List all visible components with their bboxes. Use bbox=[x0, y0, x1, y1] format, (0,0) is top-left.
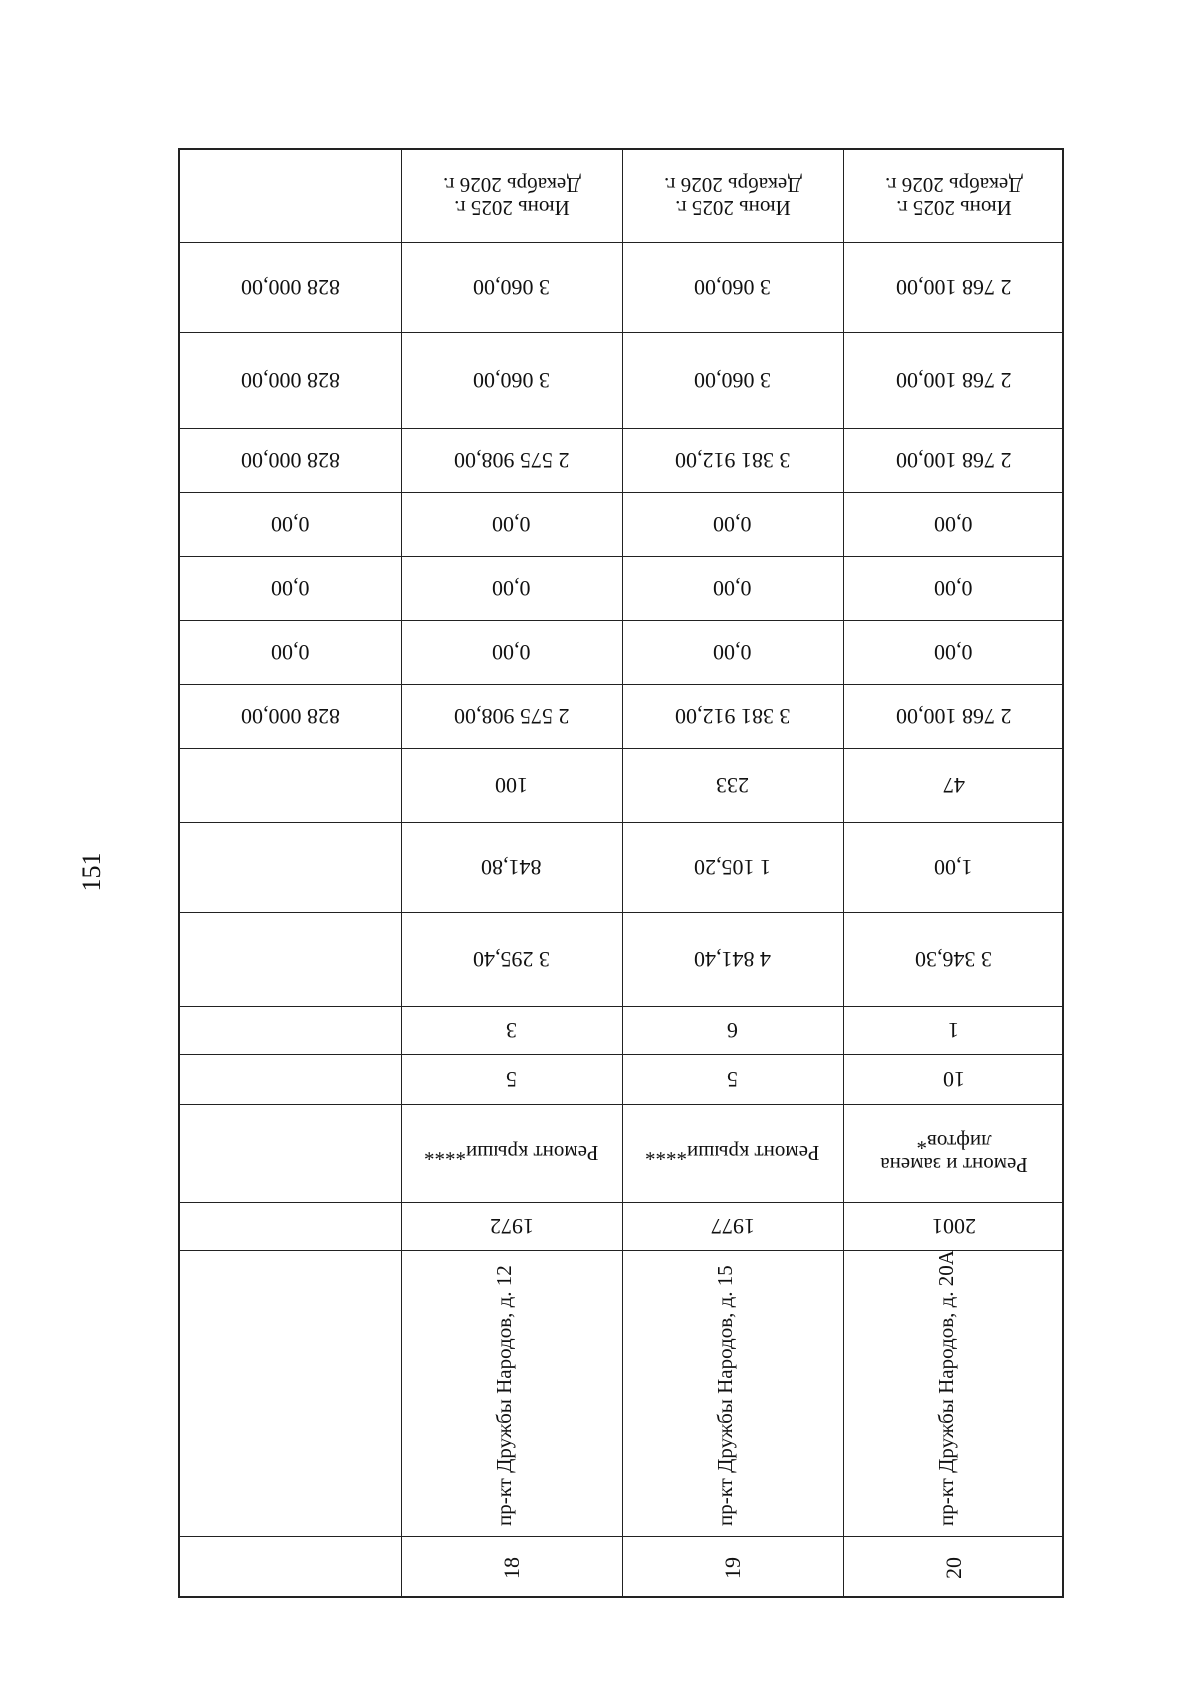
cost-d-cell bbox=[622, 684, 843, 748]
period-start: Июнь 2025 г. bbox=[674, 196, 791, 221]
total-value: 828 000,00 bbox=[241, 448, 340, 474]
area1: 3 346,30 bbox=[915, 947, 992, 973]
year-cell bbox=[622, 1202, 843, 1250]
area1-cell bbox=[843, 912, 1064, 1006]
number-cell bbox=[622, 1536, 843, 1600]
row-number: 20 bbox=[940, 1557, 966, 1579]
cost-b: 0,00 bbox=[713, 576, 752, 602]
total-cell bbox=[180, 556, 401, 620]
unit-limit: 3 060,00 bbox=[694, 275, 771, 301]
unit-cost: 3 060,00 bbox=[694, 368, 771, 394]
cost-c: 0,00 bbox=[492, 640, 531, 666]
cost-a: 0,00 bbox=[934, 512, 973, 538]
cost-d: 3 381 912,00 bbox=[674, 704, 791, 730]
floors: 5 bbox=[727, 1067, 738, 1093]
unit-cost: 3 060,00 bbox=[473, 368, 550, 394]
floors: 5 bbox=[506, 1067, 517, 1093]
cost-a: 0,00 bbox=[713, 512, 752, 538]
total-cell bbox=[180, 332, 401, 428]
work-cell bbox=[401, 1104, 622, 1202]
cost-b: 0,00 bbox=[492, 576, 531, 602]
entrances: 6 bbox=[727, 1018, 738, 1044]
floors-cell bbox=[401, 1054, 622, 1104]
number-cell bbox=[843, 1536, 1064, 1600]
address-cell bbox=[401, 1250, 622, 1536]
period bbox=[443, 173, 581, 219]
cost-b-cell bbox=[843, 556, 1064, 620]
cost-d: 2 768 100,00 bbox=[895, 704, 1012, 730]
unit-limit: 2 768 100,00 bbox=[895, 275, 1012, 301]
period-start: Июнь 2025 г. bbox=[895, 196, 1012, 221]
address: пр-кт Дружбы Народов, д. 15 bbox=[713, 1265, 737, 1526]
cost-total: 2 768 100,00 bbox=[895, 448, 1012, 474]
cost-d: 2 575 908,00 bbox=[453, 704, 570, 730]
area1: 3 295,40 bbox=[473, 947, 550, 973]
capital-repair-table bbox=[178, 148, 1064, 1598]
cost-c-cell bbox=[843, 620, 1064, 684]
total-cell bbox=[180, 428, 401, 492]
period-start: Июнь 2025 г. bbox=[453, 196, 570, 221]
cost-c: 0,00 bbox=[934, 640, 973, 666]
cost-c: 0,00 bbox=[713, 640, 752, 666]
residents-cell bbox=[622, 748, 843, 822]
period bbox=[885, 173, 1023, 219]
period-cell bbox=[843, 150, 1064, 242]
total-value: 0,00 bbox=[271, 640, 310, 666]
work-type: Ремонт крыши**** bbox=[645, 1141, 820, 1166]
year: 1977 bbox=[710, 1214, 755, 1240]
address-cell bbox=[622, 1250, 843, 1536]
cost-total-cell bbox=[622, 428, 843, 492]
area2: 1,00 bbox=[934, 855, 973, 881]
cost-c-cell bbox=[622, 620, 843, 684]
residents-cell bbox=[401, 748, 622, 822]
area2-cell bbox=[401, 822, 622, 912]
area2: 1 105,20 bbox=[694, 855, 771, 881]
total-cell bbox=[180, 492, 401, 556]
total-value: 828 000,00 bbox=[241, 368, 340, 394]
total-value: 828 000,00 bbox=[241, 704, 340, 730]
unit-limit-cell bbox=[622, 242, 843, 332]
address: пр-кт Дружбы Народов, д. 20А bbox=[934, 1250, 958, 1526]
entrances-cell bbox=[843, 1006, 1064, 1054]
cost-a-cell bbox=[622, 492, 843, 556]
period-end: Декабрь 2026 г. bbox=[663, 173, 802, 197]
total-cell bbox=[180, 684, 401, 748]
work-cell bbox=[622, 1104, 843, 1202]
unit-cost-cell bbox=[622, 332, 843, 428]
cost-d-cell bbox=[843, 684, 1064, 748]
cost-a: 0,00 bbox=[492, 512, 531, 538]
year-cell bbox=[843, 1202, 1064, 1250]
cost-c-cell bbox=[401, 620, 622, 684]
cost-d-cell bbox=[401, 684, 622, 748]
residents: 47 bbox=[942, 773, 965, 799]
cost-total-cell bbox=[843, 428, 1064, 492]
area2: 841,80 bbox=[481, 855, 542, 881]
unit-cost: 2 768 100,00 bbox=[895, 368, 1012, 394]
area1: 4 841,40 bbox=[694, 947, 771, 973]
entrances-cell bbox=[622, 1006, 843, 1054]
period-end: Декабрь 2026 г. bbox=[884, 173, 1023, 197]
cost-a-cell bbox=[843, 492, 1064, 556]
period-cell bbox=[401, 150, 622, 242]
floors-cell bbox=[622, 1054, 843, 1104]
total-value: 828 000,00 bbox=[241, 275, 340, 301]
row-number: 19 bbox=[719, 1557, 745, 1579]
row-number: 18 bbox=[498, 1557, 524, 1579]
area1-cell bbox=[622, 912, 843, 1006]
year: 1972 bbox=[489, 1214, 534, 1240]
period-end: Декабрь 2026 г. bbox=[442, 173, 581, 197]
total-value: 0,00 bbox=[271, 576, 310, 602]
unit-limit-cell bbox=[843, 242, 1064, 332]
cost-b-cell bbox=[622, 556, 843, 620]
cost-total: 3 381 912,00 bbox=[674, 448, 791, 474]
year-cell bbox=[401, 1202, 622, 1250]
address-cell bbox=[843, 1250, 1064, 1536]
address: пр-кт Дружбы Народов, д. 12 bbox=[492, 1265, 516, 1526]
period bbox=[664, 173, 802, 219]
unit-cost-cell bbox=[843, 332, 1064, 428]
floors: 10 bbox=[942, 1067, 965, 1093]
year: 2001 bbox=[931, 1214, 976, 1240]
unit-limit-cell bbox=[401, 242, 622, 332]
work-type: Ремонт и замена лифтов* bbox=[879, 1130, 1028, 1178]
unit-limit: 3 060,00 bbox=[473, 275, 550, 301]
entrances: 3 bbox=[506, 1018, 517, 1044]
cost-b: 0,00 bbox=[934, 576, 973, 602]
entrances: 1 bbox=[948, 1018, 959, 1044]
work-cell bbox=[843, 1104, 1064, 1202]
floors-cell bbox=[843, 1054, 1064, 1104]
number-cell bbox=[401, 1536, 622, 1600]
period-cell bbox=[622, 150, 843, 242]
area2-cell bbox=[843, 822, 1064, 912]
cost-a-cell bbox=[401, 492, 622, 556]
area2-cell bbox=[622, 822, 843, 912]
cost-total-cell bbox=[401, 428, 622, 492]
entrances-cell bbox=[401, 1006, 622, 1054]
residents: 100 bbox=[495, 773, 528, 799]
work-type: Ремонт крыши**** bbox=[424, 1141, 599, 1166]
page-number: 151 bbox=[77, 852, 106, 892]
cost-total: 2 575 908,00 bbox=[453, 448, 570, 474]
total-cell bbox=[180, 242, 401, 332]
unit-cost-cell bbox=[401, 332, 622, 428]
residents: 233 bbox=[716, 773, 749, 799]
cost-b-cell bbox=[401, 556, 622, 620]
area1-cell bbox=[401, 912, 622, 1006]
total-cell bbox=[180, 620, 401, 684]
residents-cell bbox=[843, 748, 1064, 822]
total-value: 0,00 bbox=[271, 512, 310, 538]
